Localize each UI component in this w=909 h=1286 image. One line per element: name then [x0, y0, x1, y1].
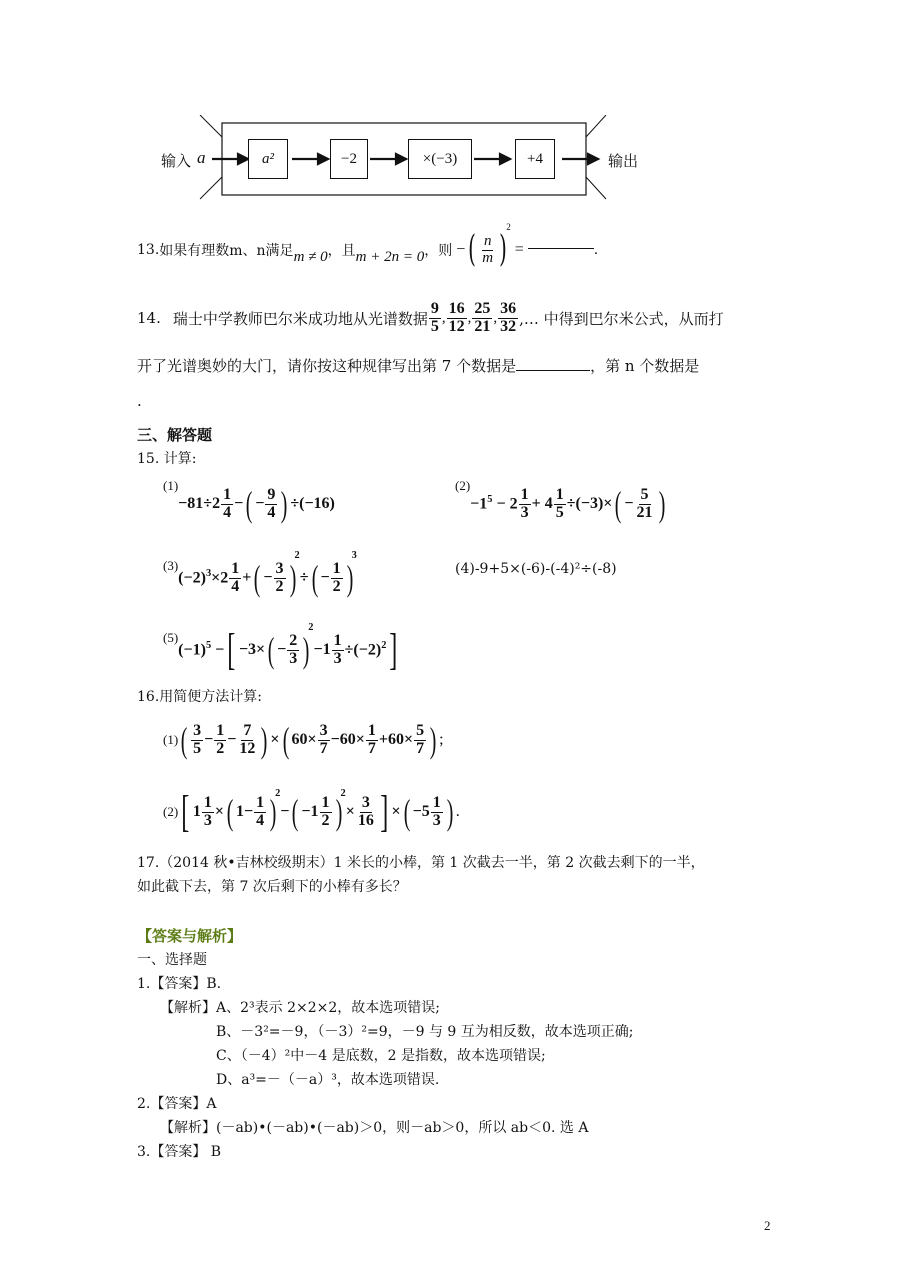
answers-title: 【答案与解析】: [137, 927, 243, 945]
answer-1-analysis-b: B、－3²=－9，（－3）²=9，－9 与 9 互为相反数，故本选项正确;: [216, 1024, 634, 1040]
q15-part1: (1) −81÷2 $\frac{1}{4}$ − ( − $\frac{9}{4}$ ) ÷(−16): [163, 478, 335, 524]
flow-box-square: a²: [248, 139, 288, 179]
q14-frac1-num: 9: [430, 299, 439, 317]
answer-1-analysis-c: C、（－4）²中－4 是底数，2 是指数，故本选项错误;: [216, 1048, 546, 1064]
q15-p2-label: (2): [455, 478, 471, 493]
q14-frac4-num: 36: [500, 299, 517, 317]
answer-2-analysis: 【解析】(－ab)•(－ab)•(－ab)＞0，则－ab＞0，所以 ab＜0. 选 A: [160, 1120, 589, 1136]
q13-text3: ，则: [424, 243, 453, 259]
q17-line2: 如此截下去，第 7 次后剩下的小棒有多长？: [137, 879, 407, 895]
q14-line2: [137, 355, 699, 376]
flow-frame: [150, 115, 650, 205]
q14-frac4-den: 32: [500, 317, 517, 335]
q14-line2b: ，第 n 个数据是: [590, 357, 700, 375]
q14-frac1-den: 5: [430, 317, 439, 335]
q14-frac3-den: 21: [474, 317, 491, 335]
q16-title: 16.用简便方法计算:: [137, 689, 262, 705]
q15-p5-label: (5): [163, 630, 179, 645]
answer-3: 3.【答案】 B: [137, 1144, 222, 1160]
q13-expr-den: m: [482, 249, 494, 266]
q13-exponent: 2: [506, 222, 511, 232]
q15-p1-label: (1): [163, 478, 179, 493]
answer-2: 2.【答案】A: [137, 1096, 217, 1112]
q14-blank-7th: [516, 370, 590, 371]
q14-text1: 瑞士中学教师巴尔米成功地从光谱数据: [172, 309, 428, 328]
q14-number: 14.: [137, 309, 161, 327]
flow-box-minus2: −2: [330, 139, 368, 179]
question-13: 13. 如果有理数m、n满足 m ≠ 0 ，且 m + 2n = 0 ，则 − ( $\frac{n}{m}$ ) 2 = .: [137, 222, 599, 270]
q15-part4: (4)-9+5×(-6)-(-4)²÷(-8): [455, 561, 617, 577]
q13-number: 13.: [137, 242, 160, 258]
q16-p2-label: (2): [163, 804, 179, 819]
q16-part2: (2) [ 1 $\frac{1}{3}$ × ( 1− $\frac{1}{4}$ ) 2 − ( −1 $\frac{1}{2}$ ) 2 × $\frac{3}{16}$ ] × ( −5 $\frac{1}{3}$ ) .: [163, 787, 460, 836]
answer-1: 1.【答案】B.: [137, 976, 222, 992]
answer-1-analysis-a: 【解析】A、2³表示 2×2×2，故本选项错误;: [160, 1000, 440, 1016]
page-number: 2: [764, 1218, 771, 1233]
q13-text2: ，且: [327, 243, 356, 259]
q14-frac2-num: 16: [448, 299, 465, 317]
q15-p3-label: (3): [163, 558, 179, 573]
q17-line1: 17.（2014 秋•吉林校级期末）1 米长的小棒，第 1 次截去一半，第 2 次截去剩下的一半，: [137, 855, 705, 871]
flow-box-plus4: +4: [515, 139, 555, 179]
q13-end: .: [593, 242, 599, 258]
flow-input-label: 输入: [161, 152, 192, 170]
flow-output-label: 输出: [608, 152, 639, 170]
flow-box-times-neg3: ×(−3): [408, 139, 472, 179]
q13-expr-num: n: [483, 232, 492, 249]
q14-line2a: 开了光谱奥妙的大门，请你按这种规律写出第 7 个数据是: [137, 357, 517, 375]
q13-text1: 如果有理数m、n满足: [159, 243, 294, 259]
q14-frac2-den: 12: [448, 317, 465, 335]
q13-answer-blank: [528, 248, 594, 249]
q15-part3: (3) $(-2)^3\times 2$ $\frac{1}{4}$ + ( − $\frac{3}{2}$ ) 2 ÷ ( − $\frac{1}{2}$ ) 3: [163, 550, 357, 598]
q14-frac3-num: 25: [474, 299, 491, 317]
q13-cond2: m + 2n = 0: [355, 248, 425, 265]
q16-part1: (1) ( $\frac{3}{5}$ − $\frac{1}{2}$ − $\frac{7}{12}$ ) × ( 60× $\frac{3}{7}$ −60× $\frac{1}{7}$ +60× $\frac{5}{7}$ ) ;: [163, 720, 444, 760]
answers-section1: 一、选择题: [137, 952, 207, 968]
q15-part5: (5) $(-1)^5$ − [ −3× ( − $\frac{2}{3}$ ) 2 −1 $\frac{1}{3}$ $\div(-2)^2$ ]: [163, 622, 398, 674]
q13-cond1: m ≠ 0: [293, 248, 328, 265]
answer-1-analysis-d: D、a³=－（－a）³，故本选项错误.: [216, 1072, 440, 1088]
q14-text2: ,… 中得到巴尔米公式，从而打: [519, 309, 724, 328]
q14-line3: .: [137, 392, 142, 410]
section-3-title: 三、解答题: [137, 426, 213, 444]
q15-title: 15. 计算:: [137, 451, 197, 467]
q16-p1-label: (1): [163, 732, 179, 747]
question-14: 14. 瑞士中学教师巴尔米成功地从光谱数据 $\frac{9}{5}$ , $\frac{16}{12}$ , $\frac{25}{21}$ , $\frac{36}{32}$ ,… 中得到巴尔米公式，从而打: [137, 299, 724, 335]
q15-part2: (2) $-1^5 - 2$ $\frac{1}{3}$ + 4 $\frac{1}{5}$ ÷(−3)× ( − $\frac{5}{21}$ ): [455, 478, 665, 524]
flow-input-var: a: [197, 148, 206, 167]
